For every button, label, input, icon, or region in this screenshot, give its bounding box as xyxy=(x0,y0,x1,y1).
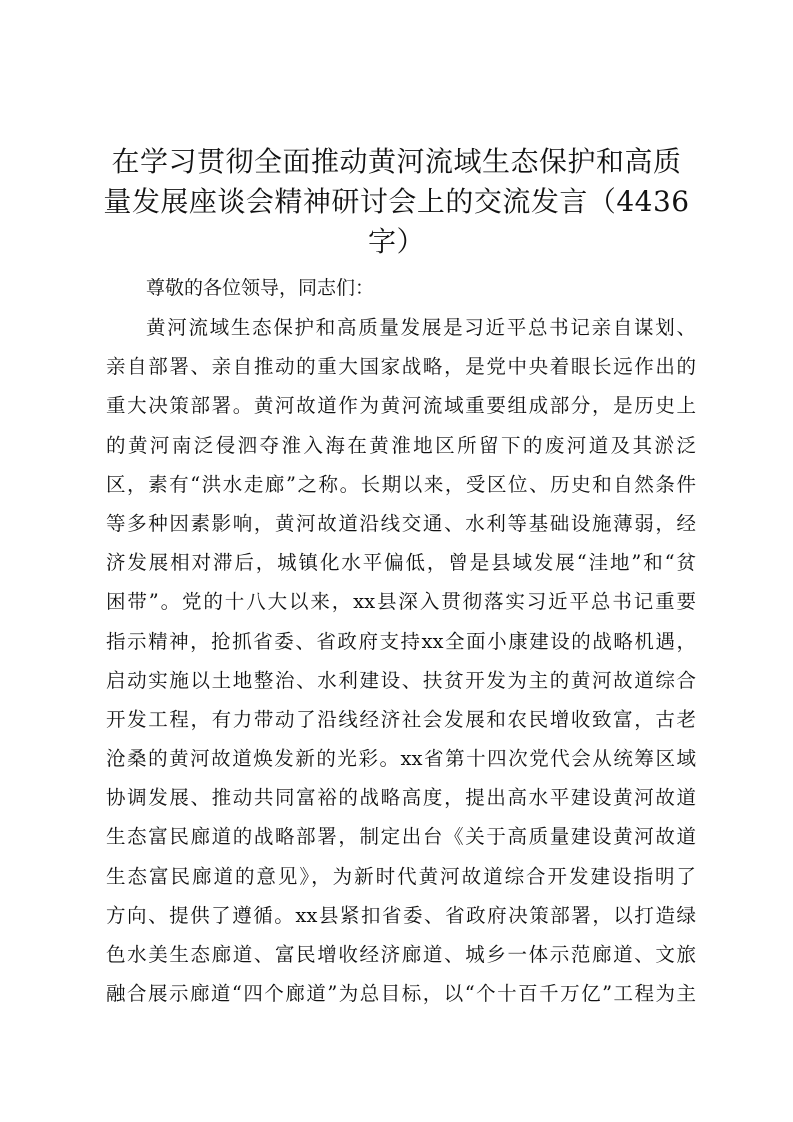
paragraph-line: 等多种因素影响，黄河故道沿线交通、水利等基础设施薄弱，经 xyxy=(106,511,696,535)
title-line: 在学习贯彻全面推动黄河流域生态保护和高质 xyxy=(111,145,682,178)
paragraph-line: 方向、提供了遵循。xx县紧扣省委、省政府决策部署，以打造绿 xyxy=(106,903,696,927)
paragraph-line: 亲自部署、亲自推动的重大国家战略，是党中央着眼长远作出的 xyxy=(106,355,696,379)
paragraph-line: 生态富民廊道的意见》，为新时代黄河故道综合开发建设指明了 xyxy=(106,864,696,888)
paragraph-line: 指示精神，抢抓省委、省政府支持xx全面小康建设的战略机遇， xyxy=(106,629,696,653)
paragraph-line: 启动实施以土地整治、水利建设、扶贫开发为主的黄河故道综合 xyxy=(106,668,696,692)
paragraph-line: 色水美生态廊道、富民增收经济廊道、城乡一体示范廊道、文旅 xyxy=(106,943,696,966)
paragraph-line: 黄河流域生态保护和高质量发展是习近平总书记亲自谋划、 xyxy=(146,316,696,339)
paragraph-line: 协调发展、推动共同富裕的战略高度，提出高水平建设黄河故道 xyxy=(106,786,696,810)
title-line: 字） xyxy=(367,225,425,258)
paragraph-line: 济发展相对滞后，城镇化水平偏低，曾是县域发展“洼地”和“贫 xyxy=(106,551,696,575)
paragraph-line: 的黄河南泛侵泗夺淮入海在黄淮地区所留下的废河道及其淤泛 xyxy=(106,433,696,457)
paragraph-line: 生态富民廊道的战略部署，制定出台《关于高质量建设黄河故道 xyxy=(106,825,696,849)
document-title xyxy=(100,142,693,262)
paragraph-line: 重大决策部署。黄河故道作为黄河流域重要组成部分，是历史上 xyxy=(106,394,696,418)
paragraph-line: 区，素有“洪水走廊”之称。长期以来，受区位、历史和自然条件 xyxy=(106,472,696,496)
paragraph-line: 开发工程，有力带动了沿线经济社会发展和农民增收致富，古老 xyxy=(106,707,696,731)
paragraph-line: 融合展示廊道“四个廊道”为总目标，以“个十百千万亿”工程为主 xyxy=(106,982,696,1006)
paragraph-line: 沧桑的黄河故道焕发新的光彩。xx省第十四次党代会从统筹区域 xyxy=(106,747,696,771)
title-line: 量发展座谈会精神研讨会上的交流发言（4436 xyxy=(103,185,690,218)
paragraph xyxy=(106,315,696,1020)
document-body xyxy=(106,275,696,1020)
salutation: 尊敬的各位领导，同志们： xyxy=(146,277,375,299)
paragraph-line: 困带”。党的十八大以来，xx县深入贯彻落实习近平总书记重要 xyxy=(106,590,696,614)
